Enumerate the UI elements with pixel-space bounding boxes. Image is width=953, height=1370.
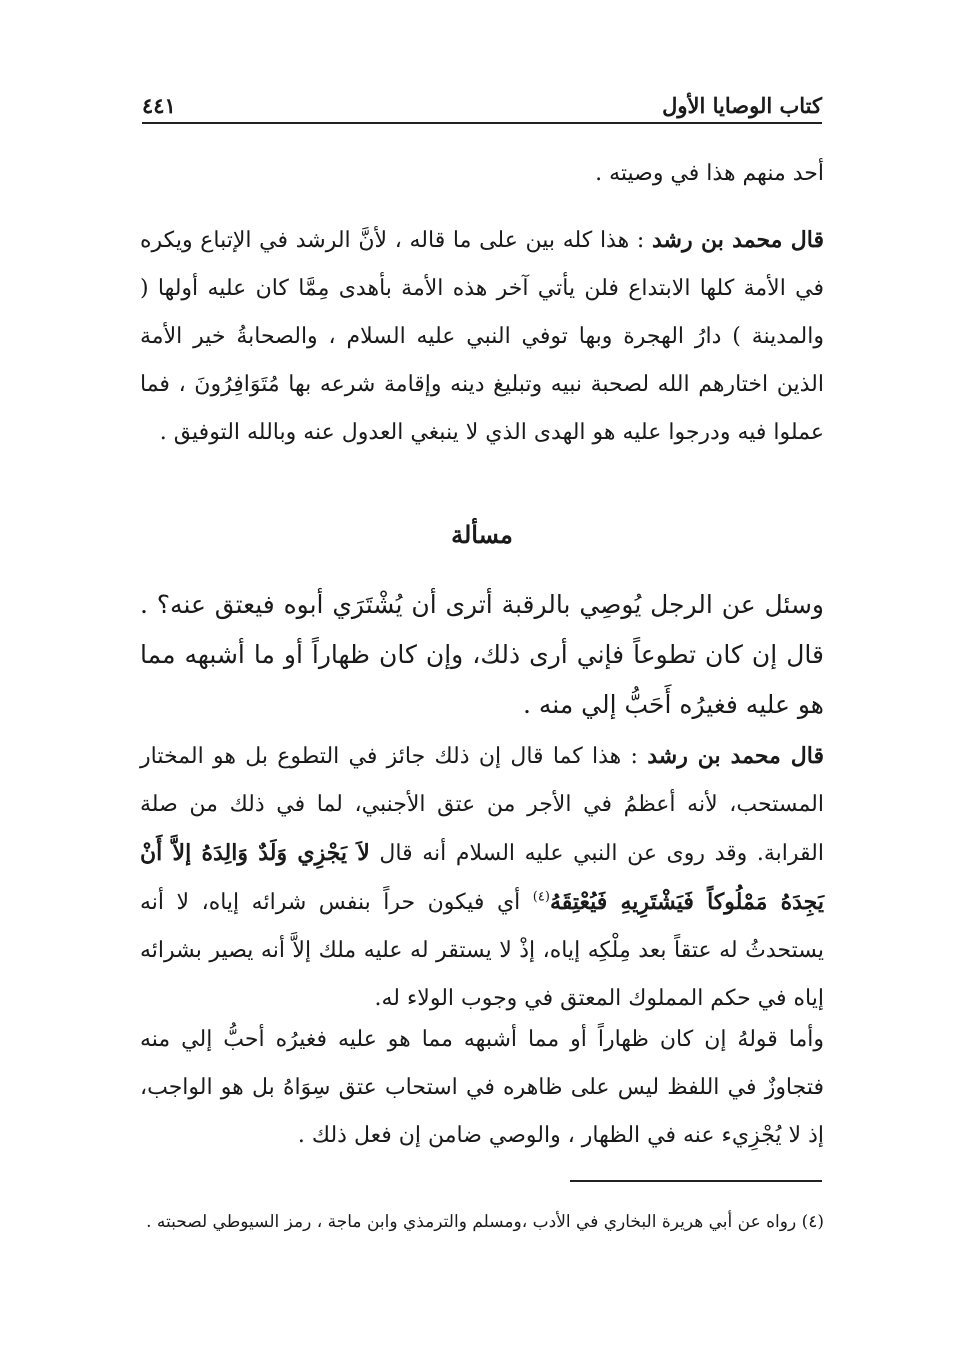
footnote (140, 1205, 824, 1239)
section-heading: مسألة (451, 520, 513, 549)
running-header (142, 84, 822, 124)
paragraph-text: أي فيكون حراً بنفس شرائه إياه، لا أنه يستحدثُ له عتقاً بعد مِلْكِه إياه، إذْ لا يستقر له عليه ملك إلاَّ أنه يصير بشرائه إياه في حكم المملوك المعتق في وجوب الولاء له. (140, 890, 824, 1011)
footnote-reference[interactable]: (٤) (532, 889, 550, 905)
paragraph-text: أحد منهم هذا في وصيته . (595, 161, 824, 186)
commentary-paragraph-2 (140, 732, 824, 1023)
paragraph-text: وسئل عن الرجل يُوصِي بالرقبة أترى أن يُشْتَرَي أبوه فيعتق عنه؟ . قال إن كان تطوعاً فإني أرى ذلك، وإن كان ظهاراً أو ما أشبهه مما هو عليه فغيرُه أَحَبُّ إلي منه . (140, 590, 824, 719)
footnote-text: رواه عن أبي هريرة البخاري في الأدب ،ومسلم والترمذي وابن ماجة ، رمز السيوطي لصحبته . (146, 1212, 802, 1232)
book-title: كتاب الوصايا الأول (662, 93, 822, 118)
paragraph-text: : هذا كله بين على ما قاله ، لأنَّ الرشد في الإتباع ويكره في الأمة كلها الابتداع فلن يأتي آخر هذه الأمة بأهدى مِمَّا كان عليه أولها ( والمدينة ) دارُ الهجرة وبها توفي النبي عليه السلام ، والصحابةُ خير الأمة الذين اختارهم الله لصحبة نبيه وتبليغ دينه وإقامة شرعه بها مُتَوَافِرُونَ ، فما عملوا فيه ودرجوا عليه هو الهدى الذي لا ينبغي العدول عنه وبالله التوفيق . (140, 228, 824, 445)
paragraph-continuation (140, 150, 824, 198)
hadith-quote: لاَ يَجْزِي وَلَدٌ وَالِدَهُ إلاَّ أَنْ يَجِدَهُ مَمْلُوكاً فَيَشْتَرِيهِ فَيُعْتِقَهُ (140, 840, 825, 915)
footnote-marker: (٤) (801, 1212, 824, 1232)
paragraph-text: وأما قولهُ إن كان ظهاراً أو مما أشبهه مما هو عليه فغيرُه أحبُّ إلي منه فتجاوزٌ في اللفظ ليس على ظاهره في استحاب عتق سِوَاهُ بل هو الواجب، إذ لا يُجْزِيء عنه في الظهار ، والوصي ضامن إن فعل ذلك . (140, 1027, 824, 1148)
speaker-label: قال محمد بن رشد (647, 743, 824, 769)
page-number: ٤٤١ (142, 93, 176, 118)
speaker-label: قال محمد بن رشد (652, 227, 824, 253)
question-paragraph (140, 580, 824, 730)
commentary-paragraph-3 (140, 1016, 824, 1160)
paragraph-text: : هذا كما قال إن ذلك جائز في التطوع بل هو المختار المستحب، لأنه أعظمُ في الأجر من عتق الأجنبي، لما في ذلك من صلة القرابة. وقد روى عن النبي عليه السلام أنه قال (140, 744, 825, 866)
commentary-paragraph-1 (140, 216, 824, 457)
footnote-divider (570, 1180, 822, 1182)
